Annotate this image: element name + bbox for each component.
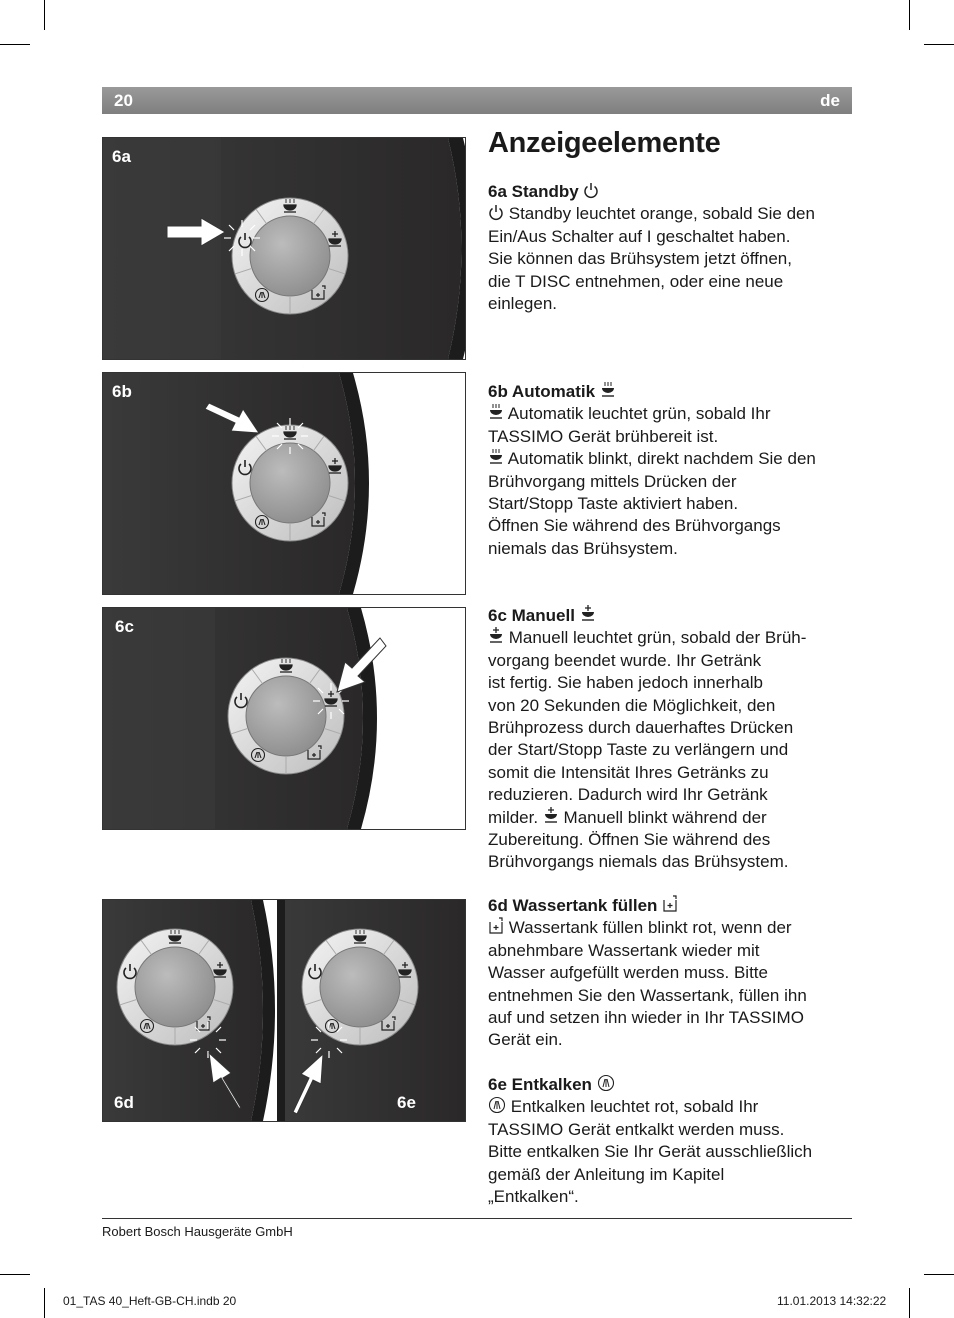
figure-label: 6a: [112, 147, 131, 166]
section-text: ist fertig. Sie haben jedoch innerhalb: [488, 673, 764, 693]
figure-label: 6b: [112, 382, 132, 401]
crop-mark: [909, 1288, 910, 1318]
section-text: Brühvorgangs niemals das Brühsystem.: [488, 852, 789, 872]
manual-cup-icon: [543, 807, 559, 825]
water-tank-icon: [662, 895, 678, 913]
section-text: Start/Stopp Taste aktiviert haben.: [488, 494, 739, 514]
section-6d: [488, 895, 860, 1052]
crop-mark: [909, 0, 910, 30]
section-text: Entkalken leuchtet rot, sobald Ihr: [510, 1097, 759, 1117]
section-heading: 6b Automatik: [488, 382, 596, 401]
section-text: Manuell leuchtet grün, sobald der Brüh-: [508, 628, 807, 648]
page-number: 20: [114, 91, 133, 110]
footer-divider: [102, 1218, 852, 1219]
print-date-time: 11.01.2013 14:32:22: [777, 1294, 887, 1308]
section-text: Gerät ein.: [488, 1030, 563, 1050]
crop-mark: [44, 0, 45, 30]
figure-label: 6e: [397, 1093, 416, 1112]
section-text: „Entkalken“.: [488, 1187, 579, 1207]
crop-mark: [44, 1288, 45, 1318]
footer-company: Robert Bosch Hausgeräte GmbH: [102, 1224, 293, 1239]
descale-icon: [488, 1096, 506, 1114]
figure-6d-6e: [102, 899, 466, 1122]
crop-mark: [924, 1274, 954, 1275]
section-text: Manuell blinkt während der: [563, 807, 767, 827]
automatic-cup-icon: [488, 403, 504, 421]
section-heading: 6e Entkalken: [488, 1075, 592, 1094]
section-text: entnehmen Sie den Wassertank, füllen ihn: [488, 985, 807, 1005]
figure-6b: [102, 372, 466, 595]
section-text: Wassertank füllen blinkt rot, wenn der: [508, 918, 792, 938]
section-text: TASSIMO Gerät entkalkt werden muss.: [488, 1119, 785, 1139]
language-code: de: [820, 91, 840, 110]
crop-mark: [0, 44, 30, 45]
section-text: Zubereitung. Öffnen Sie während des: [488, 830, 771, 850]
power-icon: [488, 204, 504, 221]
power-icon: [583, 182, 599, 199]
section-6b: [488, 381, 860, 560]
section-text: einlegen.: [488, 294, 558, 314]
section-text: Wasser aufgefüllt werden muss. Bitte: [488, 963, 768, 983]
figure-6c: [102, 607, 466, 830]
section-text: der Start/Stopp Taste zu verlängern und: [488, 740, 789, 760]
section-text: Standby leuchtet orange, sobald Sie den: [508, 204, 815, 224]
section-text: milder.: [488, 807, 539, 827]
section-text: Sie können das Brühsystem jetzt öffnen,: [488, 249, 792, 269]
section-text: Öffnen Sie während des Brühvorgangs: [488, 516, 781, 536]
section-6c: [488, 605, 860, 874]
manual-cup-icon: [580, 605, 596, 623]
section-text: auf und setzen ihn wieder in Ihr TASSIMO: [488, 1008, 804, 1028]
section-text: Brühvorgang mittels Drücken der: [488, 471, 737, 491]
section-text: TASSIMO Gerät brühbereit ist.: [488, 426, 719, 446]
section-text: Automatik blinkt, direkt nachdem Sie den: [507, 449, 816, 469]
water-tank-icon: [488, 917, 504, 935]
section-text: Ein/Aus Schalter auf I geschaltet haben.: [488, 226, 791, 246]
manual-cup-icon: [488, 627, 504, 645]
automatic-cup-icon: [600, 381, 616, 399]
section-text: reduzieren. Dadurch wird Ihr Getränk: [488, 785, 768, 805]
figure-label: 6d: [114, 1093, 134, 1112]
section-heading: 6a Standby: [488, 182, 579, 201]
crop-mark: [924, 44, 954, 45]
page-header-bar: [102, 87, 852, 114]
section-text: von 20 Sekunden die Möglichkeit, den: [488, 695, 776, 715]
section-6e: [488, 1074, 860, 1208]
section-text: Automatik leuchtet grün, sobald Ihr: [507, 404, 771, 424]
section-text: niemals das Brühsystem.: [488, 538, 678, 558]
section-text: Bitte entkalken Sie Ihr Gerät ausschließlich: [488, 1142, 813, 1162]
section-text: Brühprozess durch dauerhaftes Drücken: [488, 718, 794, 738]
section-6a: [488, 181, 860, 315]
page-title: Anzeigeelemente: [488, 127, 721, 159]
figure-6a: [102, 137, 466, 360]
descale-icon: [597, 1074, 615, 1092]
section-text: abnehmbare Wassertank wieder mit: [488, 940, 760, 960]
crop-mark: [0, 1274, 30, 1275]
section-heading: 6d Wassertank füllen: [488, 896, 658, 915]
section-heading: 6c Manuell: [488, 606, 575, 625]
file-info: 01_TAS 40_Heft-GB-CH.indb 20: [63, 1294, 237, 1308]
automatic-cup-icon: [488, 448, 504, 466]
section-text: somit die Intensität Ihres Getränks zu: [488, 762, 769, 782]
section-text: gemäß der Anleitung im Kapitel: [488, 1164, 725, 1184]
figure-label: 6c: [115, 617, 134, 636]
section-text: vorgang beendet wurde. Ihr Getränk: [488, 650, 762, 670]
section-text: die T DISC entnehmen, oder eine neue: [488, 271, 784, 291]
